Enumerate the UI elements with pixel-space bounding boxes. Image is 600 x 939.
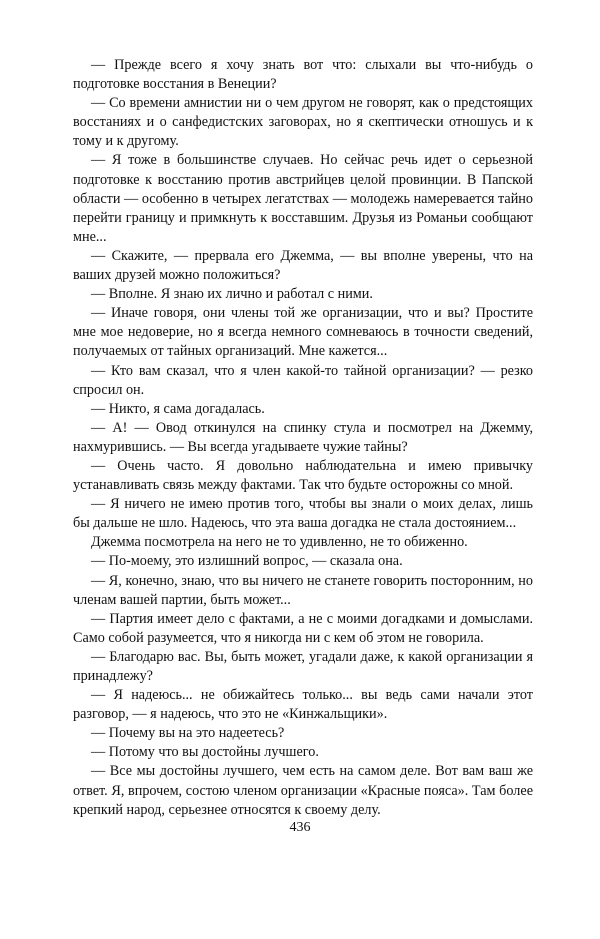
page-number: 436 (289, 820, 311, 835)
paragraph: — Со времени амнистии ни о чем другом не говорят, как о предстоящих восстаниях и о санфедистских заговорах, но я скептически отношусь и к тому и к другому. (73, 95, 533, 150)
paragraph: — Прежде всего я хочу знать вот что: слыхали вы что-нибудь о подготовке восстания в Венеции? (73, 57, 533, 93)
paragraph: — По-моему, это излишний вопрос, — сказала она. (91, 553, 403, 570)
paragraph: Джемма посмотрела на него не то удивленно, не то обиженно. (91, 534, 468, 551)
paragraph: — Никто, я сама догадалась. (91, 400, 265, 417)
paragraph: — Я надеюсь... не обижайтесь только... вы ведь сами начали этот разговор, — я надеюсь, что это не «Кинжальщики». (73, 687, 533, 723)
paragraph: — Иначе говоря, они члены той же организации, что и вы? Простите мне мое недоверие, но я всегда немного сомневаюсь в точности сведений, получаемых от тайных организаций. Мне кажется... (73, 305, 533, 360)
paragraph: — Почему вы на это надеетесь? (91, 725, 285, 742)
paragraph: — Вполне. Я знаю их лично и работал с ними. (91, 286, 373, 303)
paragraph: — Я тоже в большинстве случаев. Но сейчас речь идет о серьезной подготовке к восстанию против австрийцев целой провинции. В Папской области — особенно в четырех легатствах — молодежь намеревается тайно перейти границу и примкнуть к восставшим. Друзья из Романьи сообщают мне... (73, 152, 533, 245)
paragraph: — Потому что вы достойны лучшего. (91, 744, 319, 761)
paragraph: — Я, конечно, знаю, что вы ничего не станете говорить посторонним, но членам вашей партии, быть может... (73, 572, 533, 608)
body-text (73, 56, 533, 820)
paragraph: — Скажите, — прервала его Джемма, — вы вполне уверены, что на ваших друзей можно положиться? (73, 247, 533, 284)
paragraph: — Благодарю вас. Вы, быть может, угадали даже, к какой организации я принадлежу? (73, 648, 533, 684)
paragraph: — Партия имеет дело с фактами, а не с моими догадками и домыслами. Само собой разумеется, что я никогда ни с кем об этом не говорила. (73, 610, 533, 646)
paragraph: — А! — Овод откинулся на спинку стула и посмотрел на Джемму, нахмурившись. — Вы всегда угадываете чужие тайны? (73, 419, 533, 455)
paragraph: — Все мы достойны лучшего, чем есть на самом деле. Вот вам ваш же ответ. Я, впрочем, состою членом организации «Красные пояса». Там более крепкий народ, серьезнее относятся к своему делу. (73, 763, 533, 818)
paragraph: — Я ничего не имею против того, чтобы вы знали о моих делах, лишь бы дальше не шло. Надеюсь, что эта ваша догадка не стала достоянием... (73, 496, 533, 532)
paragraph: — Кто вам сказал, что я член какой-то тайной организации? — резко спросил он. (73, 362, 533, 398)
paragraph: — Очень часто. Я довольно наблюдательна и имею привычку устанавливать связь между фактами. Так что будьте осторожны со мной. (73, 457, 533, 494)
